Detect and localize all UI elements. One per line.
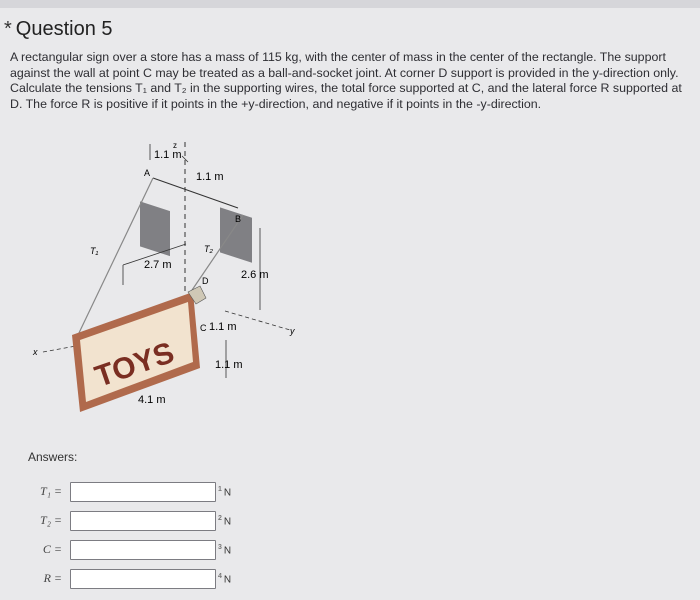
question-text: A rectangular sign over a store has a mass of 115 kg, with the center of mass in the center of the rectangle. The support against the wall at point C may be treated as a ball-and-socket joint. At corner D support is provided in the y-direction only. Calculate the tensions T₁ and T₂ in the supporting wires, the total force supported at C, and the lateral force R supported at D. The force R is positive if it points in the +y-direction, and negative if it points in the -y-direction. <box>10 50 682 111</box>
answer-unit-t2-text: N <box>223 516 232 528</box>
answer-row-r <box>20 569 280 591</box>
answer-unit-t1-text: N <box>223 487 232 499</box>
z-label: z <box>173 141 177 150</box>
x-axis <box>43 346 76 352</box>
answer-label-t2: T₂ = <box>40 513 62 527</box>
question-title <box>4 18 113 41</box>
answers-label: Answers: <box>28 450 78 464</box>
answer-label-t1: T₁ = <box>40 484 62 498</box>
answer-input-t2[interactable] <box>70 511 216 531</box>
answer-unit-r <box>218 573 231 585</box>
label-a: A <box>144 168 151 178</box>
question-title-text: Question 5 <box>15 18 113 40</box>
answer-label-c: C = <box>42 542 62 556</box>
label-b: B <box>235 214 242 224</box>
answer-marker-c: 3 <box>218 544 222 551</box>
label-d: D <box>202 276 209 286</box>
answer-unit-t1 <box>218 486 231 498</box>
dim-1: 1.1 m <box>154 149 182 161</box>
answer-unit-t2 <box>218 515 231 527</box>
answer-input-t1[interactable] <box>70 482 216 502</box>
answer-row-t2 <box>20 511 280 533</box>
dim-5: 1.1 m <box>209 321 237 333</box>
answer-marker-r: 4 <box>218 573 222 580</box>
answer-label-r: R = <box>43 571 62 585</box>
answer-input-r[interactable] <box>70 569 216 589</box>
label-t1: T₁ <box>90 246 99 256</box>
answer-input-c[interactable] <box>70 540 216 560</box>
sign-text: TOYS <box>90 336 179 394</box>
dim-4: 2.6 m <box>241 269 269 281</box>
answer-marker-t1: 1 <box>218 486 222 493</box>
answer-row-t1 <box>20 482 280 504</box>
dim-2: 1.1 m <box>196 171 224 183</box>
label-t2: T₂ <box>204 244 213 254</box>
problem-figure <box>28 130 318 420</box>
dim-3: 2.7 m <box>144 259 172 271</box>
answer-unit-c-text: N <box>223 545 232 557</box>
answer-unit-r-text: N <box>223 574 232 586</box>
answer-marker-t2: 2 <box>218 515 222 522</box>
dim-7: 4.1 m <box>138 394 166 406</box>
answer-row-c <box>20 540 280 562</box>
required-star: * <box>4 18 12 40</box>
sign-diagram <box>28 130 318 420</box>
label-c: C <box>200 323 207 333</box>
label-x: x <box>33 347 38 357</box>
dim-6: 1.1 m <box>215 359 243 371</box>
wall-pad-a <box>140 201 170 256</box>
label-y: y <box>290 326 295 336</box>
top-divider <box>0 0 700 8</box>
answer-unit-c <box>218 544 231 556</box>
